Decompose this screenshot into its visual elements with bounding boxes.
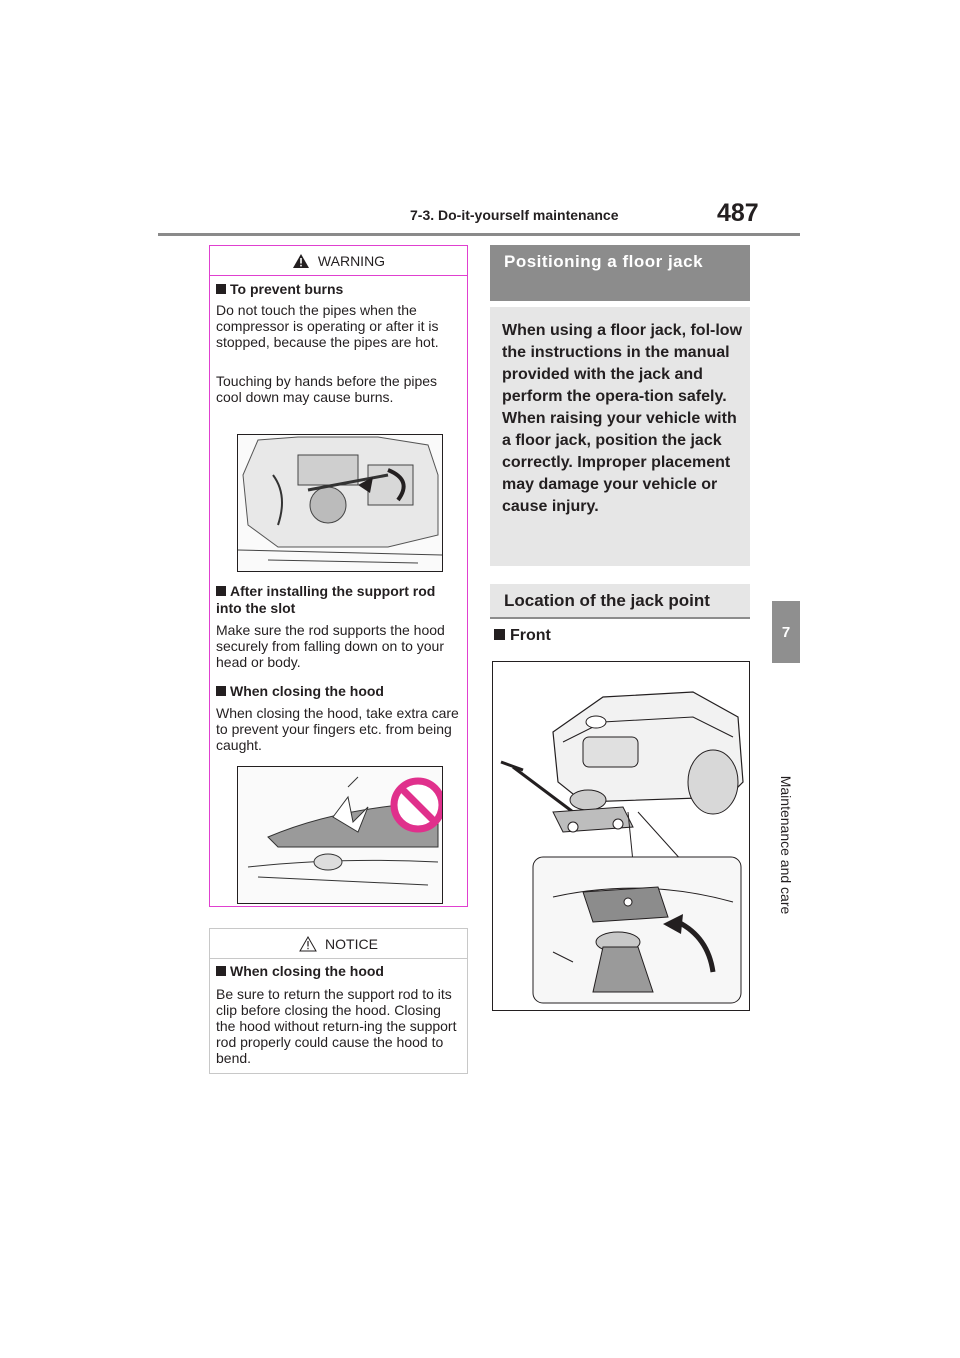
chapter-tab-label-text: Maintenance and care	[778, 775, 794, 915]
warning-triangle-icon	[292, 253, 310, 269]
notice-triangle-icon	[299, 936, 317, 952]
warning-title: WARNING	[317, 252, 386, 269]
positioning-summary-panel	[490, 307, 750, 566]
warning-item-heading: To prevent burns	[216, 281, 343, 298]
notice-title: NOTICE	[325, 935, 378, 952]
notice-heading: When closing the hood	[216, 963, 384, 980]
bullet-square-icon	[216, 586, 226, 596]
location-title: Location of the jack point	[504, 591, 710, 610]
positioning-header	[490, 245, 750, 301]
header-rule	[158, 233, 800, 236]
warning-paragraph: Make sure the rod supports the hood securely from falling down on to your head or body.	[216, 622, 445, 670]
chapter-tab-label[interactable]	[772, 668, 800, 1022]
warning-header	[210, 246, 467, 276]
jack-point-illustration	[492, 661, 750, 1011]
page-number: 487	[717, 199, 759, 227]
warning-item-heading: After installing the support rod into the slot	[216, 583, 436, 616]
positioning-title: Positioning a floor jack	[504, 252, 704, 271]
bullet-square-icon	[216, 284, 226, 294]
warning-paragraph: When closing the hood, take extra care to prevent your fingers etc. from being caught.	[216, 705, 459, 753]
bullet-square-icon	[216, 686, 226, 696]
bullet-square-icon	[494, 629, 505, 640]
section-title: 7-3. Do-it-yourself maintenance	[410, 207, 619, 223]
positioning-summary-text: When using a floor jack, fol-low the instructions in the manual provided with the jack and perform the opera-tion safely. When raising your vehicle with a floor jack, position the jack correctly. Improper placement may damage your vehicle or cause injury.	[502, 322, 743, 515]
closing-hood-illustration	[237, 766, 443, 904]
engine-compartment-illustration	[237, 434, 443, 572]
warning-paragraph: Touching by hands before the pipes cool down may cause burns.	[216, 373, 438, 405]
warning-box	[209, 245, 468, 907]
chapter-tab-number[interactable]: 7	[772, 601, 800, 663]
notice-box	[209, 928, 468, 1074]
warning-item-heading: When closing the hood	[216, 683, 384, 700]
front-heading: Front	[494, 627, 551, 645]
bullet-square-icon	[216, 966, 226, 976]
notice-text: Be sure to return the support rod to its clip before closing the hood. Closing the hood without return-ing the support rod properly could cause the hood to bend.	[216, 986, 457, 1066]
warning-paragraph: Do not touch the pipes when the compressor is operating or after it is stopped, because the pipes are hot.	[216, 302, 439, 350]
location-header	[490, 584, 750, 619]
notice-header	[210, 929, 467, 959]
